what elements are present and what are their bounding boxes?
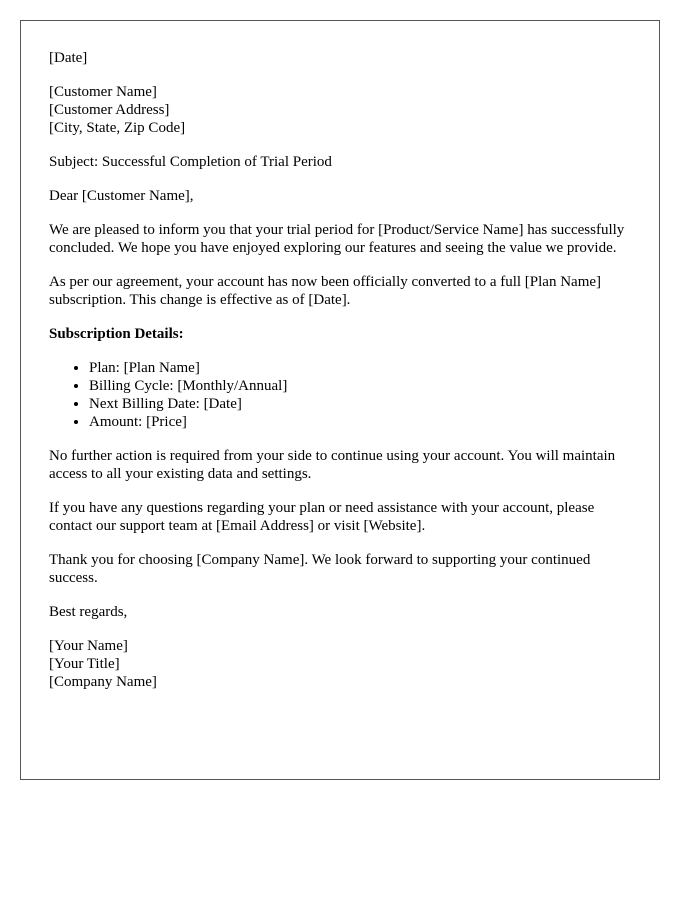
letter-sign-off: Best regards, (49, 604, 128, 620)
letter-page (20, 20, 660, 780)
paragraph-account-converted: As per our agreement, your account has now been officially converted to a full [Plan Name] subscription. This change is effective as of [Date]. (49, 274, 602, 308)
subscription-details-list (49, 359, 631, 431)
recipient-block (49, 83, 631, 137)
detail-plan: • Plan: [Plan Name] (89, 359, 631, 377)
letter-subject: Subject: Successful Completion of Trial Period (49, 154, 332, 170)
letter-salutation: Dear [Customer Name], (49, 188, 194, 204)
subscription-details-heading: Subscription Details: (49, 326, 184, 342)
recipient-city-state-zip: [City, State, Zip Code] (49, 120, 186, 136)
sender-title: [Your Title] (49, 656, 120, 672)
paragraph-trial-concluded: We are pleased to inform you that your trial period for [Product/Service Name] has successfully concluded. We hope you have enjoyed exploring our features and seeing the value we provide. (49, 222, 625, 256)
detail-amount: • Amount: [Price] (89, 413, 631, 431)
detail-billing-cycle: • Billing Cycle: [Monthly/Annual] (89, 377, 631, 395)
paragraph-no-action-required: No further action is required from your side to continue using your account. You will maintain access to all your existing data and settings. (49, 448, 616, 482)
recipient-name: [Customer Name] (49, 84, 157, 100)
paragraph-thank-you: Thank you for choosing [Company Name]. We look forward to supporting your continued success. (49, 552, 591, 586)
sender-company: [Company Name] (49, 674, 157, 690)
detail-next-billing-date: • Next Billing Date: [Date] (89, 395, 631, 413)
sender-name: [Your Name] (49, 638, 128, 654)
recipient-address: [Customer Address] (49, 102, 170, 118)
paragraph-support-contact: If you have any questions regarding your plan or need assistance with your account, please contact our support team at [Email Address] or visit [Website]. (49, 500, 595, 534)
letter-date: [Date] (49, 50, 88, 66)
sender-block (49, 637, 631, 691)
